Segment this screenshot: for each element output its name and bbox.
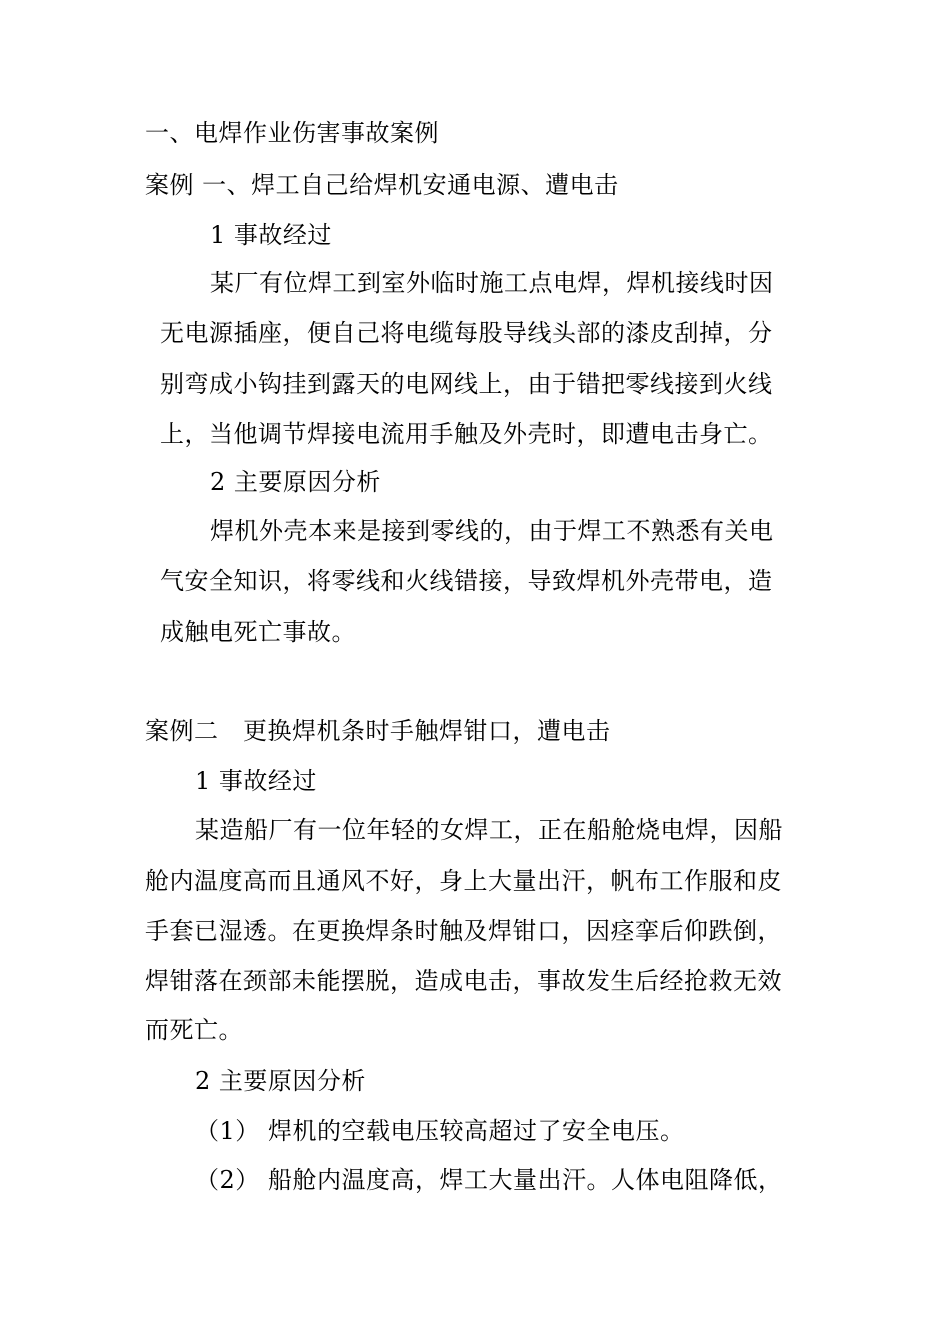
case2-para1-line5: 而死亡。 (145, 1016, 243, 1044)
case1-subhead-accident: 1 事故经过 (210, 221, 332, 249)
case1-title: 案例 一、焊工自己给焊机安通电源、遭电击 (145, 171, 619, 199)
case2-reason-2-text: 船舱内温度高，焊工大量出汗。人体电阻降低， (268, 1166, 783, 1194)
case1-subhead-cause: 2 主要原因分析 (210, 468, 381, 496)
case1-para1-line4: 上，当他调节焊接电流用手触及外壳时，即遭电击身亡。 (160, 420, 773, 448)
case2-subhead-accident: 1 事故经过 (195, 767, 317, 795)
case2-reason-1-number: （1） (195, 1117, 260, 1145)
case2-reason-1-text: 焊机的空载电压较高超过了安全电压。 (268, 1117, 685, 1145)
case1-para1-line3: 别弯成小钩挂到露天的电网线上，由于错把零线接到火线 (160, 370, 773, 398)
case2-reason-2-number: （2） (195, 1166, 260, 1194)
case1-para2-line3: 成触电死亡事故。 (160, 618, 356, 646)
case1-para1-line1: 某厂有位焊工到室外临时施工点电焊，焊机接线时因 (210, 269, 774, 297)
case1-para1-line2: 无电源插座，便自己将电缆每股导线头部的漆皮刮掉，分 (160, 319, 773, 347)
case2-para1-line1: 某造船厂有一位年轻的女焊工，正在船舱烧电焊，因船 (195, 816, 783, 844)
case1-para2-line1: 焊机外壳本来是接到零线的，由于焊工不熟悉有关电 (210, 517, 774, 545)
case2-subhead-cause: 2 主要原因分析 (195, 1067, 366, 1095)
case2-title: 案例二 更换焊机条时手触焊钳口，遭电击 (145, 717, 611, 745)
case2-para1-line3: 手套已湿透。在更换焊条时触及焊钳口，因痉挛后仰跌倒， (145, 917, 782, 945)
section-title: 一、电焊作业伤害事故案例 (145, 119, 439, 147)
case1-para2-line2: 气安全知识，将零线和火线错接，导致焊机外壳带电，造 (160, 567, 773, 595)
case2-para1-line2: 舱内温度高而且通风不好，身上大量出汗，帆布工作服和皮 (145, 867, 782, 895)
case2-para1-line4: 焊钳落在颈部未能摆脱，造成电击，事故发生后经抢救无效 (145, 967, 782, 995)
